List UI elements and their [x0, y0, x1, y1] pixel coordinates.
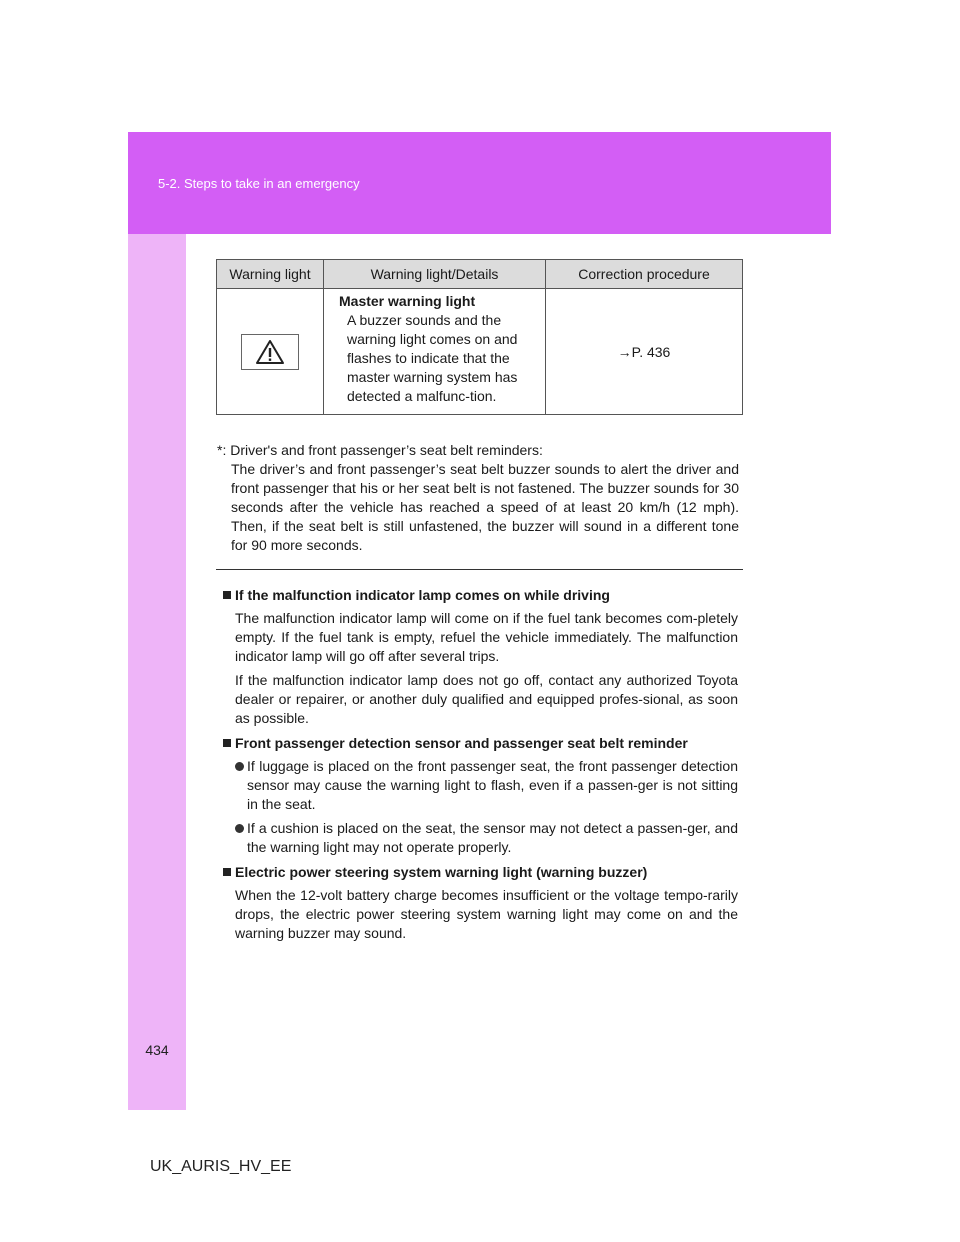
malfunction-paragraph-1: The malfunction indicator lamp will come on if the fuel tank becomes com-pletely empty. If the fuel tank is empty, refuel the vehicle immediately. The malfunction indicator lamp will go off after several trips. [235, 610, 738, 664]
malfunction-paragraph-2: If the malfunction indicator lamp does not go off, contact any authorized Toyota dealer or repairer, or another duly qualified and equipped profes-sional, as soon as possible. [235, 672, 738, 726]
note-heading-malfunction [223, 586, 738, 605]
warning-triangle-icon [241, 334, 299, 370]
bullet-text: If a cushion is placed on the seat, the sensor may not detect a passen-ger, and the warning light may not operate properly. [247, 820, 738, 855]
warning-light-title: Master warning light [339, 293, 476, 309]
square-bullet-icon [223, 591, 231, 599]
column-header-warning-light: Warning light [217, 260, 324, 289]
correction-procedure-cell [546, 289, 743, 415]
square-bullet-icon [223, 868, 231, 876]
table-row [217, 289, 743, 415]
list-item [247, 819, 738, 857]
round-bullet-icon [235, 824, 244, 833]
round-bullet-icon [235, 762, 244, 771]
seat-belt-footnote [217, 441, 739, 555]
footnote-heading: *: Driver's and front passenger’s seat belt reminders: [217, 442, 543, 458]
footnote-body: The driver’s and front passenger’s seat belt buzzer sounds to alert the driver and front passenger that his or her seat belt is not fastened. The buzzer sounds for 30 seconds after the vehicle has reached a speed of at least 20 km/h (12 mph). Then, if the seat belt is still unfastened, the buzzer will sound in a different tone for 90 more seconds. [231, 461, 739, 553]
column-header-details: Warning light/Details [324, 260, 546, 289]
note-heading-text: If the malfunction indicator lamp comes on while driving [235, 587, 610, 603]
note-heading-text: Electric power steering system warning light (warning buzzer) [235, 864, 648, 880]
square-bullet-icon [223, 739, 231, 747]
bullet-text: If luggage is placed on the front passenger seat, the front passenger detection sensor may cause the warning light to flash, even if a passen-ger is not sitting in the seat. [247, 758, 738, 812]
column-header-correction: Correction procedure [546, 260, 743, 289]
side-strip [128, 234, 186, 1110]
warning-details-cell [324, 289, 546, 415]
page-number: 434 [145, 1042, 169, 1058]
document-code: UK_AURIS_HV_EE [150, 1158, 292, 1175]
note-heading-power-steering [223, 863, 738, 882]
page-reference-link[interactable]: →P. 436 [617, 343, 671, 360]
warning-light-cell [217, 289, 324, 415]
header-band [128, 132, 831, 234]
section-divider [216, 569, 743, 570]
notes-section [223, 586, 738, 948]
list-item [247, 757, 738, 814]
note-heading-passenger-sensor [223, 734, 738, 753]
table-header-row [217, 260, 743, 289]
warning-light-table [216, 259, 743, 415]
note-heading-text: Front passenger detection sensor and passenger seat belt reminder [235, 735, 688, 751]
warning-light-description: A buzzer sounds and the warning light comes on and flashes to indicate that the master warning system has detected a malfunc-tion. [347, 312, 518, 404]
power-steering-paragraph: When the 12-volt battery charge becomes insufficient or the voltage tempo-rarily drops, the electric power steering system warning light may come on and the warning buzzer may sound. [235, 887, 738, 941]
section-title: 5-2. Steps to take in an emergency [158, 176, 360, 191]
